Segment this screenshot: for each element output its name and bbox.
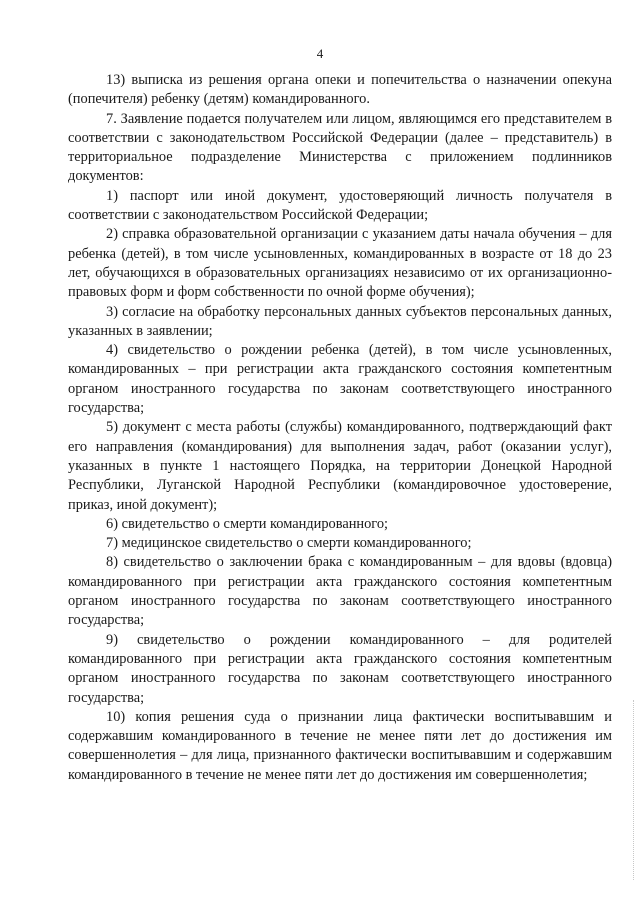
paragraph-item-7: 7) медицинское свидетельство о смерти командированного;	[106, 535, 472, 552]
paragraph-item-1: 1) паспорт или иной документ, удостоверяющий личность получателя в соответствии с законодательством Российской Федерации;	[68, 187, 612, 224]
paragraph-item-4: 4) свидетельство о рождении ребенка (детей), в том числе усыновленных, командированных – при регистрации акта гражданского состояния компетентным органом иностранного государства по законам соответствующего иностранного государства;	[68, 342, 612, 417]
paragraph-item-9: 9) свидетельство о рождении командированного – для родителей командированного при регистрации акта гражданского состояния компетентным органом иностранного государства по законам соответствующего иностранного государства;	[68, 631, 612, 706]
paragraph-item-3: 3) согласие на обработку персональных данных субъектов персональных данных, указанных в заявлении;	[68, 303, 612, 339]
scan-edge-mark	[631, 700, 634, 880]
paragraph-item-8: 8) свидетельство о заключении брака с командированным – для вдовы (вдовца) командированного при регистрации акта гражданского состояния компетентным органом иностранного государства по законам соответствующего иностранного государства;	[68, 554, 612, 629]
paragraph-item-5: 5) документ с места работы (службы) командированного, подтверждающий факт его направления (командирования) для выполнения задач, работ (оказании услуг), указанных в пункте 1 настоящего Порядка, на территории Донецкой Народной Республики, Луганской Народной Республики (командировочное удостоверение, приказ, иной документ);	[68, 419, 612, 513]
paragraph-item-2: 2) справка образовательной организации с указанием даты начала обучения – для ребенка (детей), в том числе усыновленных, командированных в возрасте от 18 до 23 лет, обучающихся в образовательных организациях независимо от их организационно-правовых форм и форм собственности по очной форме обучения);	[68, 226, 612, 301]
paragraph-item-10: 10) копия решения суда о признании лица фактически воспитывавшим и содержавшим командированного в течение не менее пяти лет до достижения им совершеннолетия – для лица, признанного фактически воспитывавшим и содержавшим командированного в течение не менее пяти лет до достижения им совершеннолетия;	[68, 708, 612, 783]
paragraph-item-13: 13) выписка из решения органа опеки и попечительства о назначении опекуна (попечителя) ребенку (детям) командированного.	[68, 72, 612, 108]
document-body	[68, 71, 612, 785]
page-number: 4	[316, 46, 324, 61]
paragraph-item-6: 6) свидетельство о смерти командированного;	[106, 515, 389, 532]
paragraph-section-7: 7. Заявление подается получателем или лицом, являющимся его представителем в соответствии с законодательством Российской Федерации (далее – представитель) в территориальное подразделение Министерства с приложением подлинников документов:	[68, 110, 612, 185]
